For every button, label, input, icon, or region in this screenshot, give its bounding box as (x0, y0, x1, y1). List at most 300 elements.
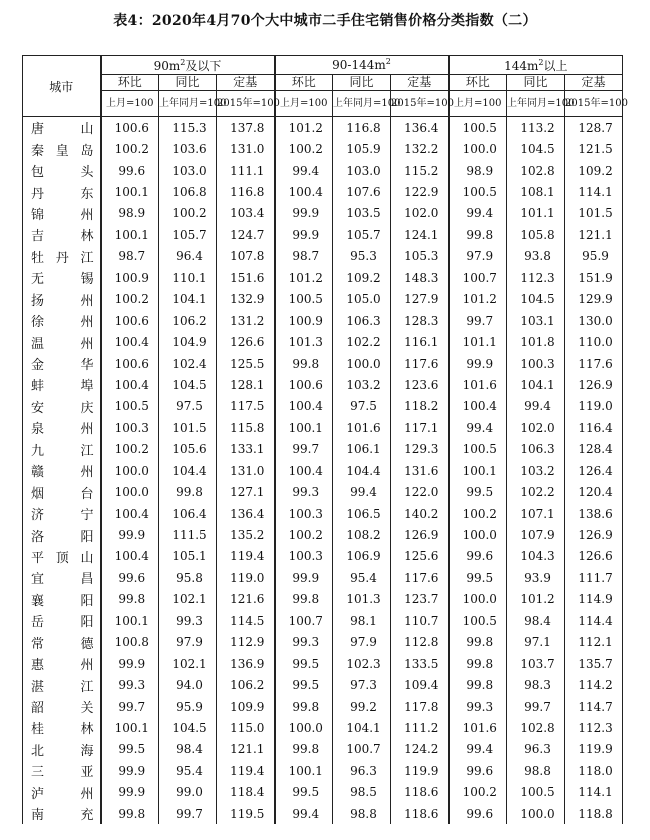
index-value: 99.9 (275, 567, 333, 588)
index-value: 116.4 (565, 417, 623, 438)
index-value: 100.5 (449, 610, 507, 631)
city-name: 无锡 (23, 267, 101, 288)
index-value: 99.7 (101, 696, 159, 717)
index-value: 95.3 (333, 246, 391, 267)
table-row (23, 739, 623, 760)
index-value: 118.4 (217, 782, 275, 803)
index-value: 102.0 (391, 203, 449, 224)
index-value: 96.4 (159, 246, 217, 267)
index-value: 148.3 (391, 267, 449, 288)
index-value: 103.4 (217, 203, 275, 224)
index-value: 126.6 (217, 331, 275, 352)
base-header-2015: 2015年=100 (391, 91, 449, 117)
index-value: 99.8 (275, 353, 333, 374)
index-value: 109.9 (217, 696, 275, 717)
index-value: 100.2 (101, 439, 159, 460)
index-value: 114.1 (565, 181, 623, 202)
index-value: 122.0 (391, 481, 449, 502)
index-value: 100.7 (275, 610, 333, 631)
table-row (23, 696, 623, 717)
index-value: 106.1 (333, 439, 391, 460)
index-value: 126.6 (565, 546, 623, 567)
index-value: 102.3 (333, 653, 391, 674)
city-name: 吉林 (23, 224, 101, 245)
index-value: 138.6 (565, 503, 623, 524)
index-value: 100.2 (449, 782, 507, 803)
table-row (23, 267, 623, 288)
index-value: 100.4 (101, 503, 159, 524)
index-value: 104.1 (333, 717, 391, 738)
index-value: 106.8 (159, 181, 217, 202)
index-value: 110.1 (159, 267, 217, 288)
index-value: 105.6 (159, 439, 217, 460)
index-value: 125.5 (217, 353, 275, 374)
index-value: 99.9 (449, 353, 507, 374)
index-value: 99.8 (275, 696, 333, 717)
base-header-prev-month: 上月=100 (449, 91, 507, 117)
index-value: 101.1 (449, 331, 507, 352)
index-value: 101.6 (449, 374, 507, 395)
index-value: 102.2 (333, 331, 391, 352)
index-value: 115.8 (217, 417, 275, 438)
city-name: 锦州 (23, 203, 101, 224)
index-value: 99.6 (449, 760, 507, 781)
index-value: 100.4 (275, 396, 333, 417)
index-value: 100.5 (101, 396, 159, 417)
table-row (23, 331, 623, 352)
index-value: 99.4 (275, 803, 333, 824)
base-header-2015: 2015年=100 (565, 91, 623, 117)
city-name: 烟台 (23, 481, 101, 502)
index-value: 99.5 (275, 674, 333, 695)
city-name: 桂林 (23, 717, 101, 738)
index-value: 100.0 (449, 138, 507, 159)
index-value: 104.1 (159, 289, 217, 310)
index-value: 104.5 (507, 289, 565, 310)
sub-header-yoy: 同比 (333, 75, 391, 91)
index-value: 106.3 (333, 310, 391, 331)
sub-header-yoy: 同比 (507, 75, 565, 91)
table-row (23, 653, 623, 674)
index-value: 99.6 (449, 546, 507, 567)
index-value: 100.0 (101, 460, 159, 481)
index-value: 95.8 (159, 567, 217, 588)
table-row (23, 181, 623, 202)
city-name: 蚌埠 (23, 374, 101, 395)
index-value: 117.5 (217, 396, 275, 417)
index-value: 98.4 (159, 739, 217, 760)
index-value: 97.5 (333, 396, 391, 417)
index-value: 103.7 (507, 653, 565, 674)
index-value: 118.6 (391, 803, 449, 824)
index-value: 126.9 (565, 524, 623, 545)
index-value: 100.2 (159, 203, 217, 224)
index-value: 99.5 (275, 653, 333, 674)
index-value: 102.1 (159, 589, 217, 610)
table-row (23, 567, 623, 588)
index-value: 100.0 (101, 481, 159, 502)
index-value: 99.5 (449, 481, 507, 502)
index-value: 95.4 (333, 567, 391, 588)
index-value: 99.5 (449, 567, 507, 588)
table-row (23, 203, 623, 224)
index-value: 99.4 (449, 203, 507, 224)
index-value: 98.1 (333, 610, 391, 631)
index-value: 118.8 (565, 803, 623, 824)
index-value: 100.9 (275, 310, 333, 331)
index-value: 129.3 (391, 439, 449, 460)
index-value: 109.4 (391, 674, 449, 695)
city-name: 九江 (23, 439, 101, 460)
index-value: 119.5 (217, 803, 275, 824)
index-value: 125.6 (391, 546, 449, 567)
index-value: 106.9 (333, 546, 391, 567)
table-body (23, 117, 623, 825)
index-value: 100.5 (507, 782, 565, 803)
index-value: 100.6 (101, 353, 159, 374)
index-value: 98.4 (507, 610, 565, 631)
index-value: 100.0 (333, 353, 391, 374)
index-value: 111.5 (159, 524, 217, 545)
index-value: 108.2 (333, 524, 391, 545)
index-value: 100.9 (101, 267, 159, 288)
index-value: 100.1 (101, 224, 159, 245)
index-value: 103.2 (333, 374, 391, 395)
city-name: 济宁 (23, 503, 101, 524)
index-value: 117.8 (391, 696, 449, 717)
base-header-prev-year: 上年同月=100 (507, 91, 565, 117)
index-value: 122.9 (391, 181, 449, 202)
index-value: 102.8 (507, 160, 565, 181)
index-value: 104.4 (333, 460, 391, 481)
index-value: 108.1 (507, 181, 565, 202)
index-value: 104.9 (159, 331, 217, 352)
index-value: 99.8 (159, 481, 217, 502)
index-value: 115.0 (217, 717, 275, 738)
index-value: 99.7 (449, 310, 507, 331)
table-row (23, 396, 623, 417)
index-value: 112.1 (565, 632, 623, 653)
index-value: 100.6 (275, 374, 333, 395)
index-value: 104.1 (507, 374, 565, 395)
city-name: 秦皇岛 (23, 138, 101, 159)
base-header-prev-year: 上年同月=100 (333, 91, 391, 117)
city-name: 温州 (23, 331, 101, 352)
index-value: 104.5 (159, 717, 217, 738)
index-value: 137.8 (217, 117, 275, 139)
index-value: 99.8 (449, 632, 507, 653)
index-value: 96.3 (507, 739, 565, 760)
index-value: 99.9 (275, 224, 333, 245)
index-value: 151.6 (217, 267, 275, 288)
index-value: 100.0 (449, 524, 507, 545)
index-value: 105.7 (159, 224, 217, 245)
index-value: 99.7 (159, 803, 217, 824)
index-value: 117.6 (391, 353, 449, 374)
table-row (23, 760, 623, 781)
index-value: 99.0 (159, 782, 217, 803)
index-value: 100.0 (275, 717, 333, 738)
index-value: 101.2 (275, 267, 333, 288)
index-value: 127.1 (217, 481, 275, 502)
city-name: 泉州 (23, 417, 101, 438)
table-row (23, 589, 623, 610)
index-value: 100.4 (101, 331, 159, 352)
table-row (23, 803, 623, 824)
index-value: 100.4 (101, 374, 159, 395)
index-value: 105.9 (333, 138, 391, 159)
table-row (23, 374, 623, 395)
table-row (23, 224, 623, 245)
index-value: 100.1 (101, 610, 159, 631)
index-value: 136.4 (391, 117, 449, 139)
index-value: 124.7 (217, 224, 275, 245)
index-value: 111.2 (391, 717, 449, 738)
index-value: 115.3 (159, 117, 217, 139)
index-value: 133.1 (217, 439, 275, 460)
index-value: 120.4 (565, 481, 623, 502)
index-value: 98.9 (449, 160, 507, 181)
index-value: 104.5 (507, 138, 565, 159)
index-value: 111.1 (217, 160, 275, 181)
index-value: 103.2 (507, 460, 565, 481)
index-value: 109.2 (333, 267, 391, 288)
city-name: 宜昌 (23, 567, 101, 588)
city-name: 徐州 (23, 310, 101, 331)
index-value: 131.2 (217, 310, 275, 331)
index-value: 117.1 (391, 417, 449, 438)
index-value: 103.0 (333, 160, 391, 181)
index-value: 99.8 (275, 589, 333, 610)
index-value: 100.5 (449, 439, 507, 460)
table-row (23, 138, 623, 159)
index-value: 116.1 (391, 331, 449, 352)
index-value: 114.4 (565, 610, 623, 631)
index-value: 100.7 (333, 739, 391, 760)
index-value: 100.0 (449, 589, 507, 610)
table-row (23, 503, 623, 524)
index-value: 99.3 (101, 674, 159, 695)
table-row (23, 310, 623, 331)
index-value: 99.7 (507, 696, 565, 717)
index-value: 135.7 (565, 653, 623, 674)
index-value: 97.9 (159, 632, 217, 653)
index-value: 95.9 (565, 246, 623, 267)
index-value: 99.9 (101, 782, 159, 803)
index-value: 118.0 (565, 760, 623, 781)
index-value: 99.2 (333, 696, 391, 717)
index-value: 100.0 (507, 803, 565, 824)
index-value: 131.6 (391, 460, 449, 481)
index-value: 121.1 (217, 739, 275, 760)
index-value: 151.9 (565, 267, 623, 288)
index-value: 123.7 (391, 589, 449, 610)
index-value: 112.8 (391, 632, 449, 653)
index-value: 100.2 (101, 138, 159, 159)
sub-header-mom: 环比 (275, 75, 333, 91)
index-value: 118.2 (391, 396, 449, 417)
city-name: 岳阳 (23, 610, 101, 631)
index-value: 99.5 (275, 782, 333, 803)
index-value: 112.3 (507, 267, 565, 288)
sub-header-yoy: 同比 (159, 75, 217, 91)
table-row (23, 524, 623, 545)
group-header-small: $90m^2$及以下 (101, 56, 275, 75)
index-value: 133.5 (391, 653, 449, 674)
index-value: 99.8 (101, 589, 159, 610)
index-value: 99.6 (101, 567, 159, 588)
city-column-header: 城市 (23, 56, 101, 117)
index-value: 135.2 (217, 524, 275, 545)
index-value: 99.9 (275, 203, 333, 224)
index-value: 102.2 (507, 481, 565, 502)
index-value: 119.4 (217, 760, 275, 781)
table-row (23, 782, 623, 803)
sub-header-fixed-base: 定基 (217, 75, 275, 91)
index-value: 101.2 (449, 289, 507, 310)
index-value: 105.1 (159, 546, 217, 567)
index-value: 123.6 (391, 374, 449, 395)
index-value: 106.2 (159, 310, 217, 331)
index-value: 95.9 (159, 696, 217, 717)
index-value: 136.9 (217, 653, 275, 674)
table-row (23, 674, 623, 695)
table-header (23, 56, 628, 117)
index-value: 100.4 (275, 181, 333, 202)
group-header-medium: $90-144m^2$ (275, 56, 449, 75)
table-title: 表4：2020年4月70个大中城市二手住宅销售价格分类指数（二） (113, 13, 537, 29)
city-name: 唐山 (23, 117, 101, 139)
index-value: 100.1 (101, 717, 159, 738)
index-value: 104.5 (159, 374, 217, 395)
table-row (23, 439, 623, 460)
table-row (23, 246, 623, 267)
index-value: 102.4 (159, 353, 217, 374)
table-row (23, 460, 623, 481)
index-value: 100.3 (101, 417, 159, 438)
index-value: 130.0 (565, 310, 623, 331)
index-value: 99.4 (507, 396, 565, 417)
index-value: 96.3 (333, 760, 391, 781)
index-value: 100.1 (275, 417, 333, 438)
index-value: 101.5 (565, 203, 623, 224)
index-value: 110.7 (391, 610, 449, 631)
table-row (23, 417, 623, 438)
city-name: 安庆 (23, 396, 101, 417)
index-value: 102.0 (507, 417, 565, 438)
index-value: 140.2 (391, 503, 449, 524)
index-value: 99.9 (101, 760, 159, 781)
index-value: 98.5 (333, 782, 391, 803)
index-value: 112.9 (217, 632, 275, 653)
index-value: 100.2 (275, 524, 333, 545)
index-value: 119.0 (217, 567, 275, 588)
index-value: 97.9 (449, 246, 507, 267)
index-value: 100.2 (275, 138, 333, 159)
index-value: 102.1 (159, 653, 217, 674)
index-value: 97.5 (159, 396, 217, 417)
index-value: 106.4 (159, 503, 217, 524)
index-value: 107.6 (333, 181, 391, 202)
index-value: 119.4 (217, 546, 275, 567)
index-value: 97.3 (333, 674, 391, 695)
index-value: 119.9 (565, 739, 623, 760)
table-row (23, 117, 623, 139)
index-value: 99.8 (449, 224, 507, 245)
city-name: 韶关 (23, 696, 101, 717)
sub-header-fixed-base: 定基 (391, 75, 449, 91)
index-value: 119.9 (391, 760, 449, 781)
index-value: 99.6 (101, 160, 159, 181)
index-value: 99.6 (449, 803, 507, 824)
index-value: 98.9 (101, 203, 159, 224)
index-value: 99.4 (449, 417, 507, 438)
index-value: 106.5 (333, 503, 391, 524)
index-value: 121.1 (565, 224, 623, 245)
index-value: 105.3 (391, 246, 449, 267)
index-value: 101.3 (275, 331, 333, 352)
index-value: 101.2 (507, 589, 565, 610)
index-value: 100.3 (507, 353, 565, 374)
index-value: 131.0 (217, 138, 275, 159)
index-value: 117.6 (391, 567, 449, 588)
index-value: 111.7 (565, 567, 623, 588)
city-name: 湛江 (23, 674, 101, 695)
index-value: 98.3 (507, 674, 565, 695)
index-value: 124.2 (391, 739, 449, 760)
index-value: 104.3 (507, 546, 565, 567)
city-name: 赣州 (23, 460, 101, 481)
city-name: 丹东 (23, 181, 101, 202)
index-value: 100.7 (449, 267, 507, 288)
sub-header-mom: 环比 (449, 75, 507, 91)
index-value: 100.1 (101, 181, 159, 202)
index-value: 100.2 (101, 289, 159, 310)
index-value: 107.1 (507, 503, 565, 524)
index-value: 101.6 (333, 417, 391, 438)
index-value: 109.2 (565, 160, 623, 181)
base-header-prev-year: 上年同月=100 (159, 91, 217, 117)
index-value: 105.8 (507, 224, 565, 245)
base-header-prev-month: 上月=100 (275, 91, 333, 117)
table-row (23, 632, 623, 653)
table-row (23, 160, 623, 181)
index-value: 99.4 (333, 481, 391, 502)
index-value: 101.6 (449, 717, 507, 738)
index-value: 114.2 (565, 674, 623, 695)
city-name: 牡丹江 (23, 246, 101, 267)
index-value: 116.8 (333, 117, 391, 139)
index-value: 93.8 (507, 246, 565, 267)
city-name: 常德 (23, 632, 101, 653)
city-name: 平顶山 (23, 546, 101, 567)
index-value: 100.4 (101, 546, 159, 567)
price-index-table (22, 55, 628, 824)
index-value: 99.4 (275, 160, 333, 181)
index-value: 103.0 (159, 160, 217, 181)
index-value: 100.3 (275, 503, 333, 524)
index-value: 126.9 (391, 524, 449, 545)
city-name: 金华 (23, 353, 101, 374)
index-value: 100.4 (449, 396, 507, 417)
index-value: 99.3 (449, 696, 507, 717)
city-name: 包头 (23, 160, 101, 181)
index-value: 128.4 (565, 439, 623, 460)
index-value: 100.4 (275, 460, 333, 481)
index-value: 99.8 (449, 674, 507, 695)
index-value: 114.7 (565, 696, 623, 717)
index-value: 107.8 (217, 246, 275, 267)
